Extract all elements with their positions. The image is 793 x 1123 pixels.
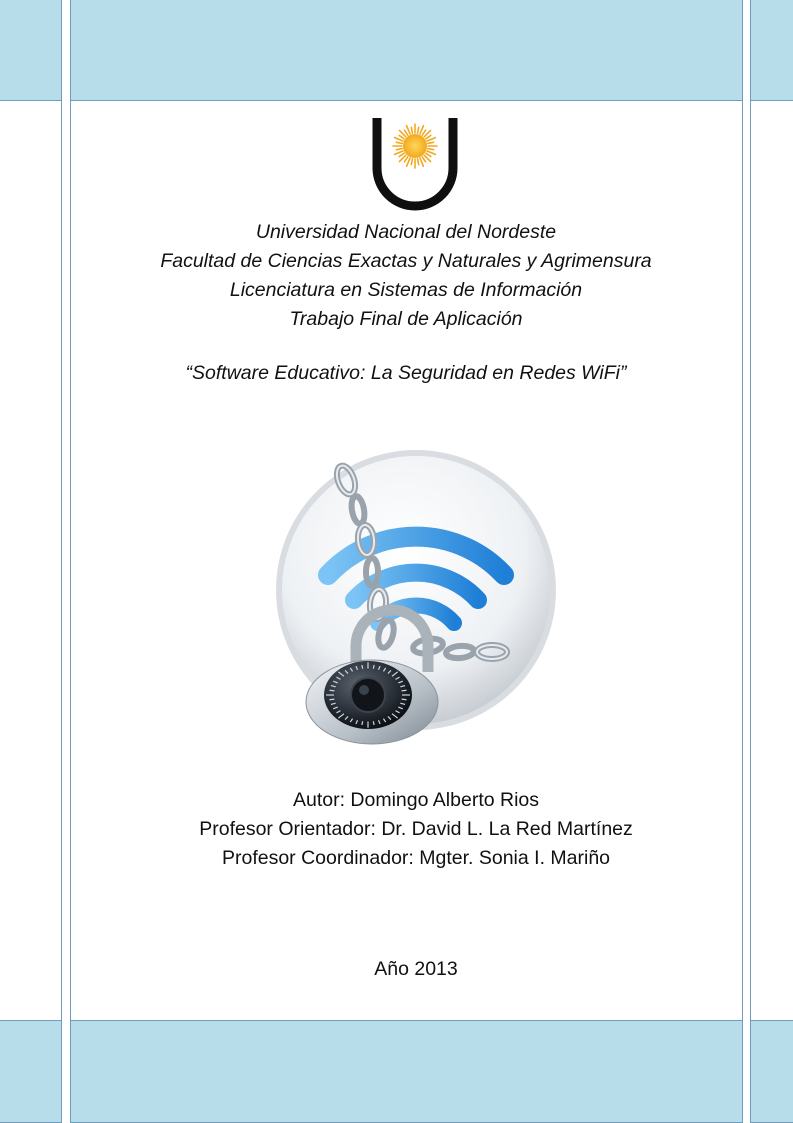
degree-name: Licenciatura en Sistemas de Información <box>229 279 583 301</box>
frame-top-right <box>750 0 793 101</box>
frame-line-right-outer <box>750 0 751 1122</box>
frame-top-center <box>70 0 743 101</box>
work-type: Trabajo Final de Aplicación <box>289 308 523 330</box>
year-line: Año 2013 <box>374 958 458 980</box>
university-name: Universidad Nacional del Nordeste <box>255 221 557 243</box>
institution-heading <box>70 218 742 334</box>
frame-line-left-outer <box>61 0 62 1122</box>
advisor-line: Profesor Orientador: Dr. David L. La Red Martínez <box>199 818 633 840</box>
frame-line-right-inner <box>742 0 743 1122</box>
frame-bottom-center <box>70 1020 743 1123</box>
frame-bottom-left <box>0 1020 62 1123</box>
coordinator-line: Profesor Coordinador: Mgter. Sonia I. Mariño <box>221 847 611 869</box>
project-title: “Software Educativo: La Seguridad en Redes WiFi” <box>185 362 627 384</box>
university-logo-icon <box>371 116 459 212</box>
author-line: Autor: Domingo Alberto Rios <box>292 789 540 811</box>
credits-block <box>70 786 762 873</box>
faculty-name: Facultad de Ciencias Exactas y Naturales y Agrimensura <box>160 250 652 272</box>
wifi-lock-illustration-icon <box>268 440 558 750</box>
frame-line-left-inner <box>70 0 71 1122</box>
frame-bottom-right <box>750 1020 793 1123</box>
frame-top-left <box>0 0 62 101</box>
